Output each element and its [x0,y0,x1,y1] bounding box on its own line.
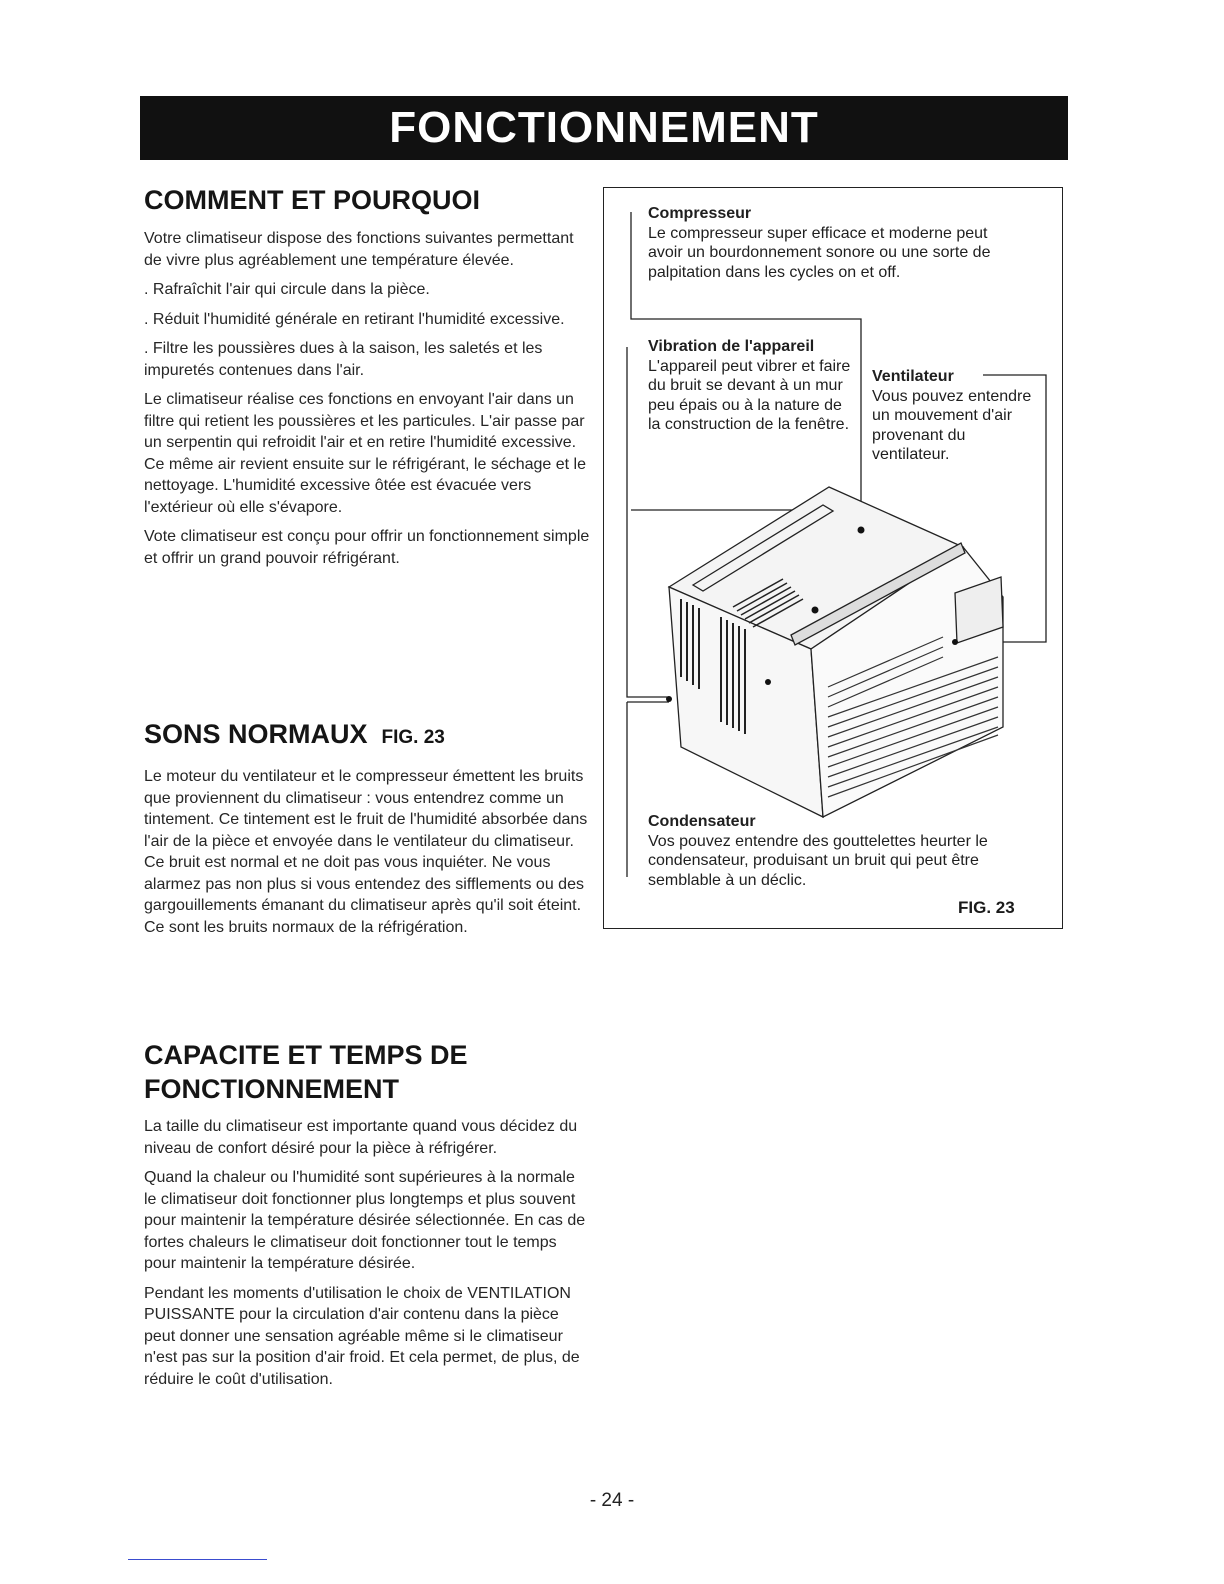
bullet-item: . Réduit l'humidité générale en retirant l'humidité excessive. [144,310,565,328]
callout-title: Compresseur [648,205,752,222]
figure-label: FIG. 23 [958,898,1015,917]
callout-vibration [648,337,858,435]
callout-title: Condensateur [648,813,756,830]
callout-compresseur [648,204,998,282]
page-banner: FONCTIONNEMENT [140,96,1068,160]
paragraph: Pendant les moments d'utilisation le choix de VENTILATION PUISSANTE pour la circulation d'air contenu dans la pièce peut donner une sensation agréable même si le climatiseur n'est pas sur la position d'air froid. Et cela permet, de plus, de réduire le coût d'utilisation. [144,1284,580,1388]
callout-title: Ventilateur [872,368,954,385]
callout-ventilateur [872,367,1032,465]
section-sons-normaux [144,718,590,946]
callout-title: Vibration de l'appareil [648,338,815,355]
section-title: COMMENT ET POURQUOI [144,185,480,215]
paragraph: La taille du climatiseur est importante quand vous décidez du niveau de confort désiré pour la pièce à réfrigérer. [144,1118,578,1157]
callout-text: Le compresseur super efficace et moderne peut avoir un bourdonnement sonore ou une sorte de palpitation dans les cycles on et off. [648,224,991,281]
section-title: CAPACITE ET TEMPS DE FONCTIONNEMENT [144,1040,468,1104]
bullet-item: . Filtre les poussières dues à la saison, les saletés et les impuretés contenues dans l'air. [144,340,543,379]
section-title-text: SONS NORMAUX [144,719,368,749]
callout-text: Vos pouvez entendre des gouttelettes heurter le condensateur, produisant un bruit qui peut être semblable à un déclic. [648,832,988,889]
paragraph: Vote climatiseur est conçu pour offrir un fonctionnement simple et offrir un grand pouvoir réfrigérant. [144,528,590,567]
fig-reference: FIG. 23 [381,727,445,748]
paragraph: Le moteur du ventilateur et le compresseur émettent les bruits que proviennent du climatiseur : vous entendrez comme un tintement. Ce tintement est le fruit de l'humidité absorbée dans l'air de la pièce et envoyée dans le ventilateur du climatiseur. Ce bruit est normal et ne doit pas vous inquiéter. Ne vous alarmez pas non plus si vous entendez des sifflements ou des gargouillements émanant du climatiseur après qu'il soit éteint. Ce sont les bruits normaux de la réfrigération. [144,768,588,936]
callout-text: L'appareil peut vibrer et faire du bruit se devant à un mur peu épais ou à la nature de la construction de la fenêtre. [648,357,851,433]
paragraph: Le climatiseur réalise ces fonctions en envoyant l'air dans un filtre qui retient les poussières et les particules. L'air passe par un serpentin qui refroidit l'air et en retire l'humidité excessive. Ce même air revient ensuite sur le réfrigérant, le séchage et le nettoyage. L'humidité excessive ôtée est évacuée vers l'extérieur où elle s'évapore. [144,391,586,516]
page-number: - 24 - [589,1490,635,1511]
paragraph: Quand la chaleur ou l'humidité sont supérieures à la normale le climatiseur doit fonctionner plus longtemps et plus souvent pour maintenir la température désirée sélectionnée. En cas de fortes chaleurs le climatiseur doit fonctionner tout le temps pour maintenir la température désirée. [144,1169,586,1272]
paragraph: Votre climatiseur dispose des fonctions suivantes permettant de vivre plus agréablement une température élevée. [144,230,574,269]
callout-condensateur [648,812,988,890]
bullet-item: . Rafraîchit l'air qui circule dans la pièce. [144,281,430,298]
callout-text: Vous pouvez entendre un mouvement d'air provenant du ventilateur. [872,387,1032,463]
section-comment-et-pourquoi [144,184,590,577]
section-capacite [144,1038,590,1398]
footer-rule [128,1559,267,1560]
section-title [144,718,590,754]
